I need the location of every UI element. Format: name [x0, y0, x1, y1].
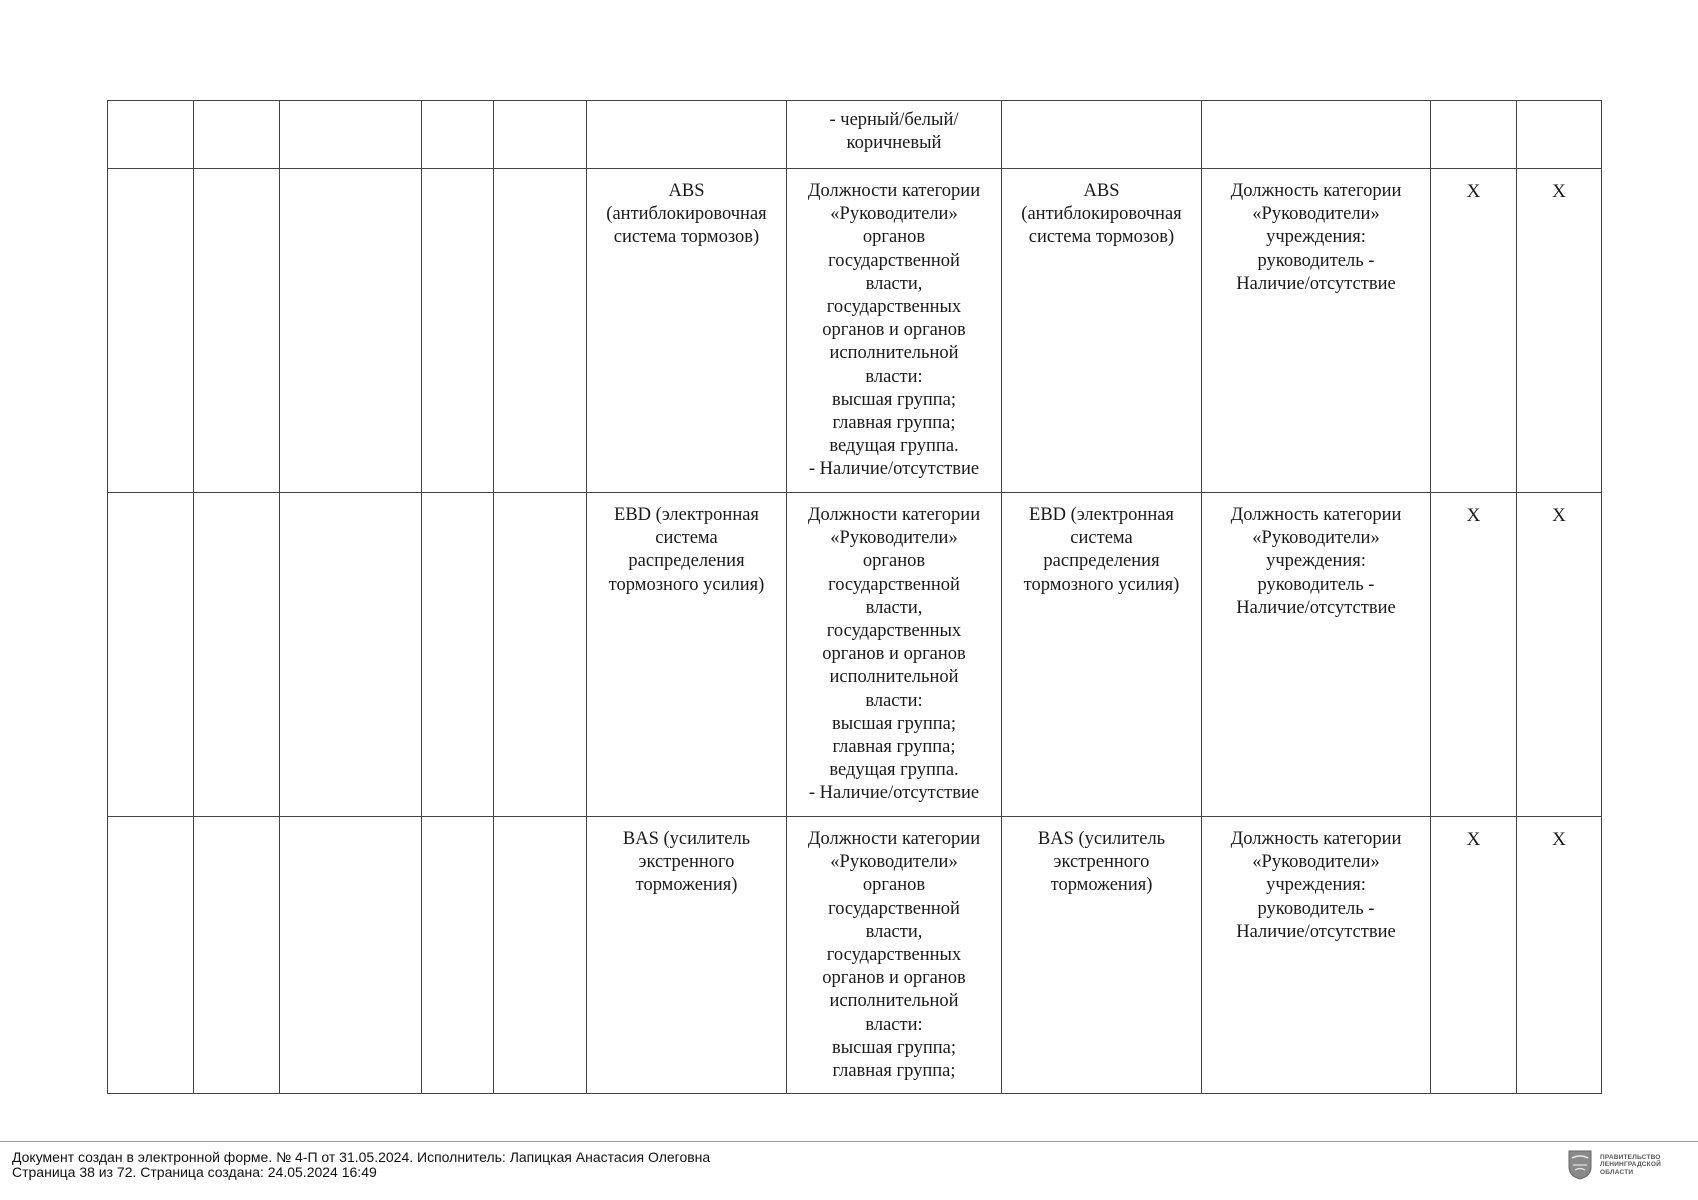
table-row: [108, 817, 1602, 1094]
table-cell: Должности категории «Руководители» органов государственной власти, государственных органов и органов исполнительной власти: высшая группа; главная группа;: [787, 817, 1002, 1094]
table-cell: X: [1517, 493, 1602, 817]
table-cell: - черный/белый/ коричневый: [787, 101, 1002, 169]
footer-logo: [1568, 1150, 1661, 1180]
table-cell: X: [1431, 169, 1517, 493]
table-cell: ABS (антиблокировочная система тормозов): [587, 169, 787, 493]
footer-document-line: Документ создан в электронной форме. № 4-П от 31.05.2024. Исполнитель: Лапицкая Анастасия Олеговна: [12, 1149, 711, 1165]
table-cell: [280, 101, 422, 169]
table-cell: X: [1517, 817, 1602, 1094]
table-cell: [422, 817, 494, 1094]
table-cell: [1517, 101, 1602, 169]
table-row: [108, 101, 1602, 169]
table-cell: [280, 169, 422, 493]
table-cell: [422, 101, 494, 169]
table-cell: [1202, 101, 1431, 169]
table-cell: [108, 169, 194, 493]
logo-caption-line: ОБЛАСТИ: [1600, 1168, 1634, 1176]
table-cell: ABS (антиблокировочная система тормозов): [1002, 169, 1202, 493]
table-cell: [1002, 101, 1202, 169]
table-row: [108, 493, 1602, 817]
table-cell: Должность категории «Руководители» учреждения: руководитель - Наличие/отсутствие: [1202, 817, 1431, 1094]
table-cell: [194, 817, 280, 1094]
table-cell: X: [1517, 169, 1602, 493]
coat-of-arms-icon: [1568, 1150, 1592, 1180]
table-cell: Должность категории «Руководители» учреждения: руководитель - Наличие/отсутствие: [1202, 493, 1431, 817]
table-cell: [108, 493, 194, 817]
table-cell: [422, 169, 494, 493]
table-cell: [194, 493, 280, 817]
logo-caption: [1600, 1154, 1661, 1177]
table-cell: [587, 101, 787, 169]
table-cell: Должность категории «Руководители» учреждения: руководитель - Наличие/отсутствие: [1202, 169, 1431, 493]
table-cell: [108, 101, 194, 169]
table-cell: BAS (усилитель экстренного торможения): [1002, 817, 1202, 1094]
table-cell: EBD (электронная система распределения тормозного усилия): [1002, 493, 1202, 817]
table-cell: [422, 493, 494, 817]
table-cell: X: [1431, 817, 1517, 1094]
table-cell: [494, 817, 587, 1094]
table-cell: BAS (усилитель экстренного торможения): [587, 817, 787, 1094]
footer-divider: [0, 1141, 1698, 1142]
table-cell: [494, 101, 587, 169]
logo-caption-line: ПРАВИТЕЛЬСТВО: [1600, 1153, 1661, 1161]
document-table: [107, 100, 1602, 1094]
table-cell: [494, 493, 587, 817]
table-cell: EBD (электронная система распределения тормозного усилия): [587, 493, 787, 817]
table-cell: [280, 817, 422, 1094]
table-cell: [194, 101, 280, 169]
table-cell: Должности категории «Руководители» органов государственной власти, государственных органов и органов исполнительной власти: высшая группа; главная группа; ведущая группа. - Наличие/отсутствие: [787, 493, 1002, 817]
table-row: [108, 169, 1602, 493]
footer-info: [12, 1150, 710, 1180]
table-cell: X: [1431, 493, 1517, 817]
table-cell: [108, 817, 194, 1094]
table-cell: [280, 493, 422, 817]
table-cell: [1431, 101, 1517, 169]
logo-caption-line: ЛЕНИНГРАДСКОЙ: [1600, 1161, 1661, 1169]
table-cell: [494, 169, 587, 493]
table-cell: Должности категории «Руководители» органов государственной власти, государственных органов и органов исполнительной власти: высшая группа; главная группа; ведущая группа. - Наличие/отсутствие: [787, 169, 1002, 493]
table-cell: [194, 169, 280, 493]
footer-page-line: Страница 38 из 72. Страница создана: 24.05.2024 16:49: [12, 1164, 377, 1180]
